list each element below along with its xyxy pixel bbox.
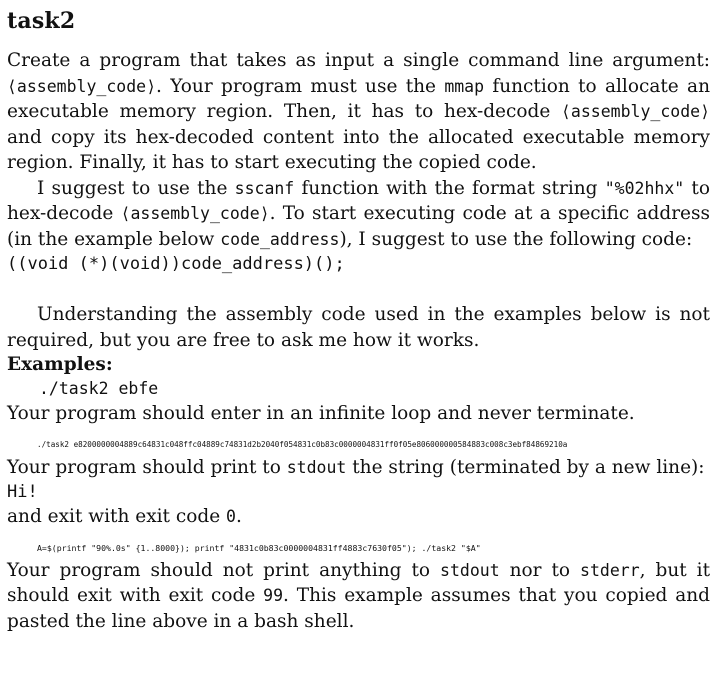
format-string: "%02hhx" — [604, 178, 685, 198]
intro-text-3: function to allocate an executable memory region. Then, it has to hex-decode — [7, 75, 710, 122]
ex2-text-2: the string (terminated by a new line): — [346, 456, 705, 478]
example2-description — [7, 455, 710, 481]
intro-paragraph — [7, 48, 710, 176]
suggest-text-4: . To start executing code at a specific address (in the example below — [7, 203, 710, 250]
code-address: code_address — [220, 229, 340, 249]
arg-assembly-code-3: ⟨assembly_code⟩ — [120, 204, 270, 223]
example2-command: ./task2 e8200000004889c64831c048ffc04889c74831d2b2040f054831c0b83c0000004831ff0f05e806000000584883c008c3ebf84869210a — [37, 439, 568, 449]
ex3-text-3: , but it should exit with exit code — [7, 559, 711, 606]
example2-output: Hi! — [7, 482, 38, 502]
intro-text-2: . Your program must use the — [156, 75, 445, 97]
section-title: task2 — [7, 8, 76, 34]
arg-assembly-code: ⟨assembly_code⟩ — [7, 76, 157, 96]
arg-assembly-code-2: ⟨assembly_code⟩ — [560, 102, 710, 121]
suggest-text-1: I suggest to use the — [37, 177, 235, 199]
intro-text-1: Create a program that takes as input a single command line argument: — [7, 50, 710, 71]
stderr-label: stderr — [580, 560, 640, 580]
ex3-text-4: . This example assumes that you copied and pasted the line above in a bash shell. — [7, 585, 710, 632]
mmap-function: mmap — [444, 76, 485, 96]
spacer — [7, 277, 710, 302]
ex3-text-2: nor to — [499, 559, 581, 581]
suggest-text-5: ), I suggest to use the following code: — [339, 228, 693, 250]
stdout-label: stdout — [286, 457, 347, 477]
intro-text-4: and copy its hex-decoded content into the allocated executable memory region. Finally, it has to start executing the copied code. — [7, 126, 710, 173]
ex3-text-1: Your program should not print anything to — [7, 559, 441, 581]
suggest-text-3: to hex-decode — [7, 177, 710, 224]
code-snippet: ((void (*)(void))code_address)(); — [7, 254, 345, 274]
understanding-paragraph: Understanding the assembly code used in the examples below is not required, but you are free to ask me how it works. — [7, 304, 710, 351]
ex2-exit-end: . — [235, 506, 242, 527]
suggest-text-2: function with the format string — [294, 177, 605, 199]
suggestion-paragraph — [7, 176, 710, 253]
ex2-text-1: Your program should print to — [7, 456, 287, 478]
stdout-label-2: stdout — [440, 560, 500, 580]
example1-command: ./task2 ebfe — [39, 379, 159, 398]
sscanf-function: sscanf — [234, 178, 295, 198]
ex2-exit-text: and exit with exit code — [7, 506, 227, 527]
example1-description: Your program should enter in an infinite loop and never terminate. — [7, 403, 635, 424]
example2-exit — [7, 504, 710, 530]
examples-heading: Examples: — [7, 354, 113, 375]
example3-description — [7, 558, 710, 635]
exit-code-99: 99 — [263, 586, 284, 605]
exit-code-0: 0 — [226, 507, 236, 526]
example3-command: A=$(printf "90%.0s" {1..8000}); printf "4831c0b83c0000004831ff4883c7630f05"); ./task2 "$A" — [37, 542, 481, 553]
